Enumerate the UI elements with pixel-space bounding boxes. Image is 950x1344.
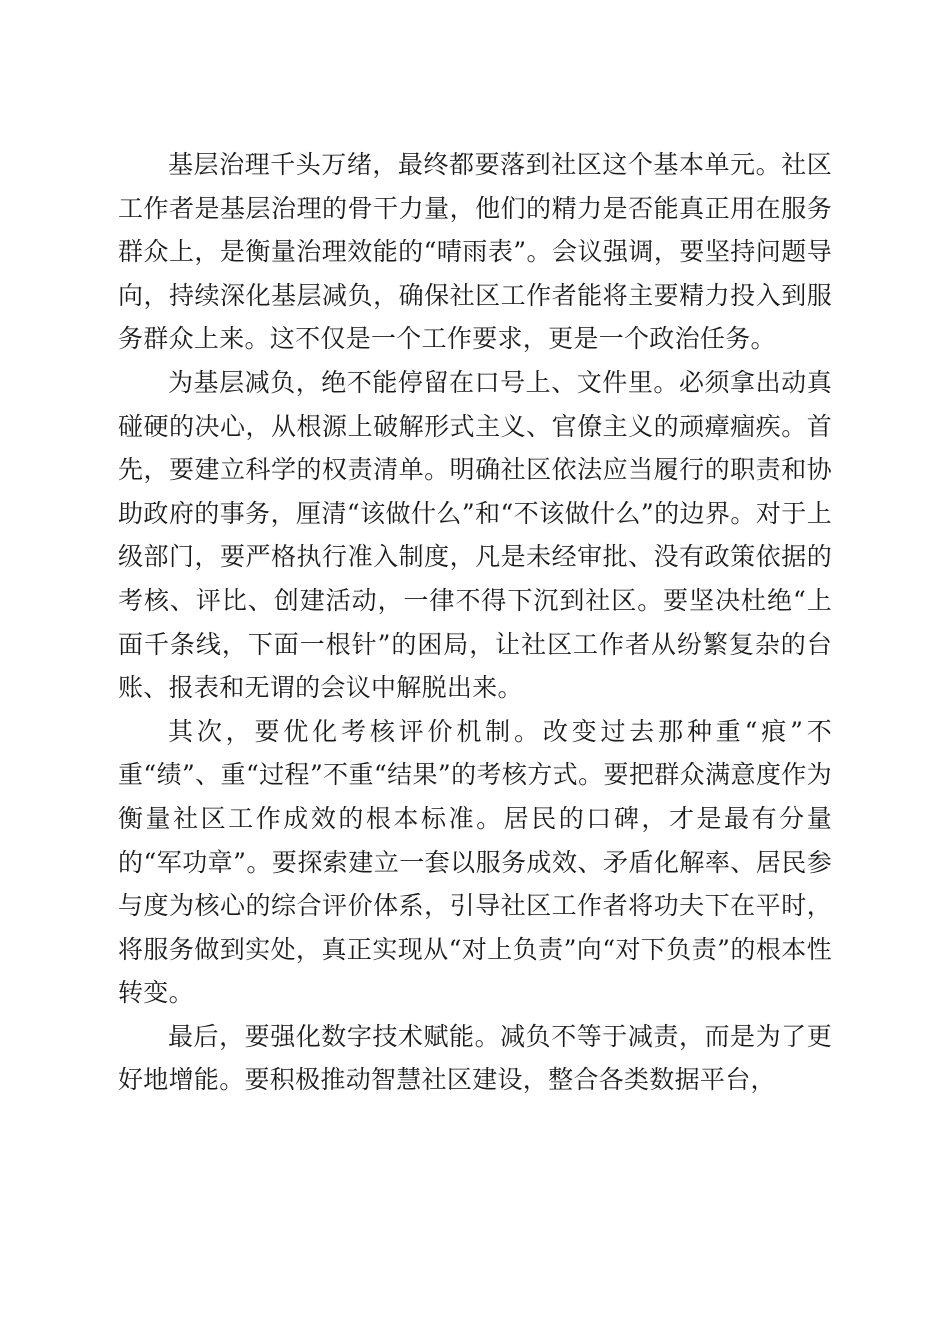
paragraph-digital: 最后，要强化数字技术赋能。减负不等于减责，而是为了更好地增能。要积极推动智慧社区建设，整合各类数据平台， <box>118 1021 832 1095</box>
paragraph-evaluation: 其次，要优化考核评价机制。改变过去那种重“痕”不重“绩”、重“过程”不重“结果”的考核方式。要把群众满意度作为衡量社区工作成效的根本标准。居民的口碑，才是最有分量的“军功章”。要探索建立一套以服务成效、矛盾化解率、居民参与度为核心的综合评价体系，引导社区工作者将功夫下在平时，将服务做到实处，真正实现从“对上负责”向“对下负责”的根本性转变。 <box>118 716 832 1008</box>
paragraph-intro: 基层治理千头万绪，最终都要落到社区这个基本单元。社区工作者是基层治理的骨干力量，他们的精力是否能真正用在服务群众上，是衡量治理效能的“晴雨表”。会议强调，要坚持问题导向，持续深化基层减负，确保社区工作者能将主要精力投入到服务群众上来。这不仅是一个工作要求，更是一个政治任务。 <box>118 150 832 354</box>
paragraph-reduce-burden: 为基层减负，绝不能停留在口号上、文件里。必须拿出动真碰硬的决心，从根源上破解形式主义、官僚主义的顽瘴痼疾。首先，要建立科学的权责清单。明确社区依法应当履行的职责和协助政府的事务，厘清“该做什么”和“不该做什么”的边界。对于上级部门，要严格执行准入制度，凡是未经审批、没有政策依据的考核、评比、创建活动，一律不得下沉到社区。要坚决杜绝“上面千条线，下面一根针”的困局，让社区工作者从纷繁复杂的台账、报表和无谓的会议中解脱出来。 <box>118 367 832 703</box>
document-body <box>118 143 832 1102</box>
